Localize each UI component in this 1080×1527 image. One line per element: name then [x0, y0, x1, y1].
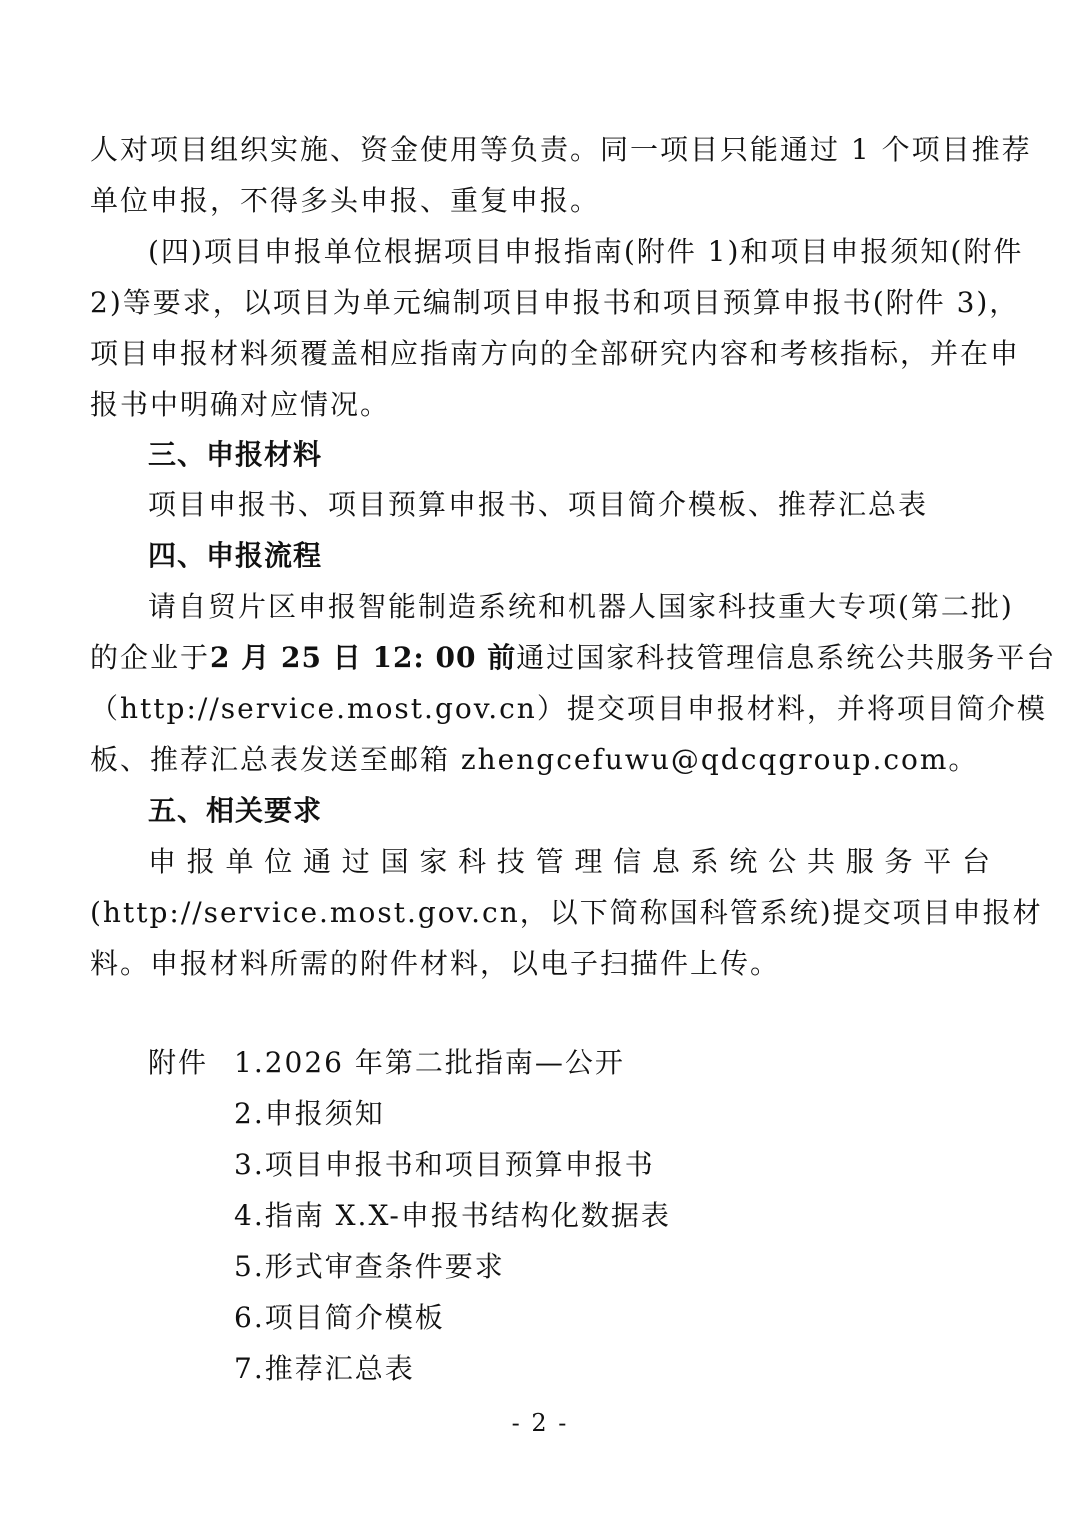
materials-text: 项目申报书、项目预算申报书、项目简介模板、推荐汇总表: [148, 488, 929, 521]
body-line-6: 报书中明确对应情况。: [90, 388, 391, 421]
process-line-2-post: 通过国家科技管理信息系统公共服务平台: [516, 641, 1057, 674]
attachment-item: 1.2026 年第二批指南—公开: [234, 1046, 625, 1079]
attachment-item: 6.项目简介模板: [234, 1301, 445, 1334]
body-line-4: 2)等要求，以项目为单元编制项目申报书和项目预算申报书(附件 3)，: [90, 286, 1020, 319]
attachment-item: 2.申报须知: [234, 1097, 385, 1130]
attachment-item: 5.形式审查条件要求: [234, 1250, 505, 1283]
body-line-5: 项目申报材料须覆盖相应指南方向的全部研究内容和考核指标，并在申: [90, 337, 1021, 370]
requirements-line-2: (http://service.most.gov.cn，以下简称国科管系统)提交项目申报材: [90, 896, 1043, 929]
attachment-item: 4.指南 X.X-申报书结构化数据表: [234, 1199, 671, 1232]
section-heading-materials: 三、申报材料: [148, 438, 323, 471]
section-heading-requirements: 五、相关要求: [148, 794, 323, 827]
attachment-item: 7.推荐汇总表: [234, 1352, 415, 1385]
requirements-line-1: 申报单位通过国家科技管理信息系统公共服务平台: [148, 845, 992, 878]
attachments-label: 附件: [148, 1046, 209, 1079]
process-line-3: （http://service.most.gov.cn）提交项目申报材料，并将项目简介模: [90, 692, 1047, 725]
deadline-text: 2 月 25 日 12: 00 前: [210, 641, 517, 674]
body-line-2: 单位申报，不得多头申报、重复申报。: [90, 184, 601, 217]
process-line-4: 板、推荐汇总表发送至邮箱 zhengcefuwu@qdcqgroup.com。: [90, 743, 979, 776]
body-line-1: 人对项目组织实施、资金使用等负责。同一项目只能通过 1 个项目推荐: [90, 133, 1032, 166]
process-line-2-pre: 的企业于: [90, 641, 211, 674]
section-heading-process: 四、申报流程: [148, 539, 323, 572]
page-number: - 2 -: [511, 1409, 569, 1437]
process-line-1: 请自贸片区申报智能制造系统和机器人国家科技重大专项(第二批): [148, 590, 1014, 623]
process-line-2: [90, 632, 1057, 684]
body-line-3: (四)项目申报单位根据项目申报指南(附件 1)和项目申报须知(附件: [148, 235, 1024, 268]
attachment-item: 3.项目申报书和项目预算申报书: [234, 1148, 655, 1181]
requirements-line-3: 料。申报材料所需的附件材料，以电子扫描件上传。: [90, 947, 781, 980]
